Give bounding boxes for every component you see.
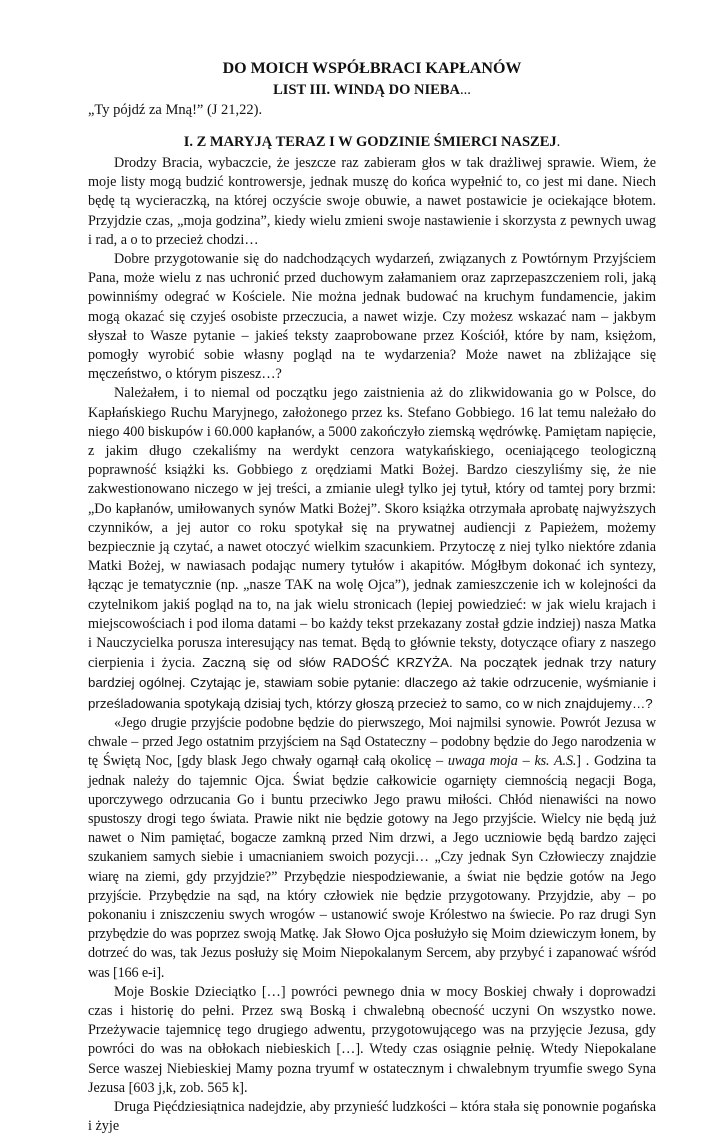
paragraph-4-part-a: «Jego drugie przyjście podobne będzie do pierwszego, Moi najmilsi synowie. Powrót Jezusa w chwale – przed Jego ostatnim przyjściem na Sąd Ostateczny – podobny będzie do Jego narodzenia w tę Świętą Noc, [gdy blask Jego chwały ogarnął całą okolicę –: [88, 714, 656, 770]
section-heading-text: I. Z MARYJĄ TERAZ I W GODZINIE ŚMIERCI NASZEJ: [183, 134, 557, 150]
paragraph-3: [88, 384, 656, 713]
paragraph-4-quote: [88, 714, 656, 983]
motto-quote: „Ty pójdź za Mną!” (J 21,22).: [88, 102, 263, 118]
section-heading-suffix: .: [556, 134, 561, 150]
letter-subtitle-text: LIST III. WINDĄ DO NIEBA: [273, 82, 460, 98]
paragraph-4-author-note: uwaga moja – ks. A.S.: [447, 753, 577, 770]
paragraph-1: Drodzy Bracia, wybaczcie, że jeszcze raz zabieram głos w tak drażliwej sprawie. Wiem, że moje listy mogą budzić kontrowersje, jednak muszę do końca wypełnić to, co jest mi dane. Niech będę tą wycieraczką, na której oczyście swoje obuwie, a nawet postawicie je ociekające błotem. Przyjdzie czas, „moja godzina”, kiedy wielu zmieni swoje nastawienie i skorzysta z pewnych uwag i rad, a o to przecież chodzi…: [88, 155, 656, 248]
paragraph-2: Dobre przygotowanie się do nadchodzących wydarzeń, związanych z Powtórnym Przyjściem Pana, może wielu z nas uchronić przed duchowym załamaniem oraz zaprzepaszczeniem roli, jaką powinniśmy odegrać w Kościele. Nie można jednak budować na kruchym fundamencie, jakim mogą okazać się czyjeś osobiste przeczucia, a nawet wizje. Czy możesz wskazać nam – jakbym słyszał to Wasze pytanie – jakieś teksty zaaprobowane przez Kościół, które by nam, księżom, pomogły wyrobić sobie własny pogląd na te wydarzenia? Może nawet na zbliżające się męczeństwo, o którym piszesz…?: [88, 251, 656, 383]
letter-subtitle: [88, 80, 656, 100]
paragraph-6: Druga Pięćdziesiątnica nadejdzie, aby przynieść ludzkości – która stała się ponownie pogańska i żyje: [88, 1098, 656, 1135]
paragraph-5: Moje Boskie Dzieciątko […] powróci pewnego dnia w mocy Boskiej chwały i doprowadzi czas i historię do pełni. Przez swą Boską i chwalebną obecność uczyni On wszystko nowe. Przeżywacie tajemnicę tego drugiego adwentu, przygotowującego was na przyjęcie Jezusa, gdy powróci do was na obłokach niebieskich […]. Wtedy czas osiągnie pełnię. Wtedy Niepokalane Serce waszej Niebieskiej Mamy pozna tryumf w ostatecznym i chwalebnym tryumfie swego Syna Jezusa [603 j,k, zob. 565 k].: [88, 983, 656, 1096]
document-title: DO MOICH WSPÓŁBRACI KAPŁANÓW: [222, 60, 522, 77]
paragraph-4-part-b: ] . Godzina ta jednak należy do tajemnic Ojca. Świat będzie całkowicie ogarnięty ciemnością negacji Boga, uporczywego odrzucania Go i buntu przeciwko Jego prawu miłości. Chłód nienawiści na nowo spustoszy drogi tego świata. Prawie nikt nie będzie gotowy na Jego przyjście. Wielcy nie będą już nawet o Nim pamiętać, bogacze zamkną przed Nim drzwi, a Jego uczniowie będą bardzo zajęci szukaniem samych siebie i umacnianiem swoich pozycji… „Czy jednak Syn Człowieczy znajdzie wiarę na ziemi, gdy przyjdzie?” Przybędzie niespodziewanie, a świat nie będzie gotów na Jego przyjście. Przybędzie na sąd, na który człowiek nie będzie przygotowany. Przyjdzie, aby – po pokonaniu i zniszczeniu swych wrogów – ustanowić swoje Królestwo na świecie. Po raz drugi Syn przybędzie do was poprzez swoją Matkę. Jak Słowo Ojca posłużyło się Moim dziewiczym łonem, by dotrzeć do was, tak Jezus posłuży się Moim Niepokalanym Sercem, aby przybyć i zapanować wśród was [166 e-i].: [88, 753, 656, 981]
letter-subtitle-suffix: ...: [459, 82, 471, 98]
section-heading: [88, 132, 656, 152]
paragraph-3-part-b: Zaczną się od słów RADOŚĆ KRZYŻA. Na początek jednak trzy natury bardziej ogólnej. Czytając je, stawiam sobie pytanie: dlaczego aż takie odrzucenie, wyśmianie i prześladowania spotykają dzisiaj tych, którzy głoszą przecież to samo, co w nich znajdujemy…?: [88, 655, 657, 711]
paragraph-3-part-a: Należałem, i to niemal od początku jego zaistnienia aż do zlikwidowania go w Polsce, do Kapłańskiego Ruchu Maryjnego, założonego przez ks. Stefano Gobbiego. 16 lat temu należało do niego 400 biskupów i 60.000 kapłanów, a 5000 zakończyło ziemską wędrówkę. Pamiętam napięcie, z jakim długo czekaliśmy na werdykt cenzora watykańskiego, oceniającego teologiczną poprawność książki ks. Gobbiego z orędziami Matki Bożej. Bardzo cieszyliśmy się, że nie zakwestionowano niczego w jej treści, a zmianie uległ tylko jej tytuł, który od tamtej pory brzmi: „Do kapłanów, umiłowanych synów Matki Bożej”. Skoro książka otrzymała aprobatę najwyższych czynników, a jej autor co roku spotykał się na prywatnej audiencji z Papieżem, możemy bezpiecznie ją czytać, a nawet otoczyć wielkim szacunkiem. Przytoczę z niej tylko niektóre zdania Matki Bożej, w nawiasach podając numery tytułów i akapitów. Mógłbym dokonać ich syntezy, łącząc je tematycznie (np. „nasze TAK na wolę Ojca”), jednak zamieszczenie ich w kolejności da czytelnikom jakiś pogląd na to, na jak wielu stronicach (lepiej powiedzieć: w jak wielu krajach i miejscowościach i pod iloma datami – bo każdy tekst przekazany został gdzie indziej) nasza Matka i Nauczycielka porusza interesujący nas temat. Będą to głównie teksty, dotyczące ofiary z naszego cierpienia i życia.: [88, 385, 656, 672]
